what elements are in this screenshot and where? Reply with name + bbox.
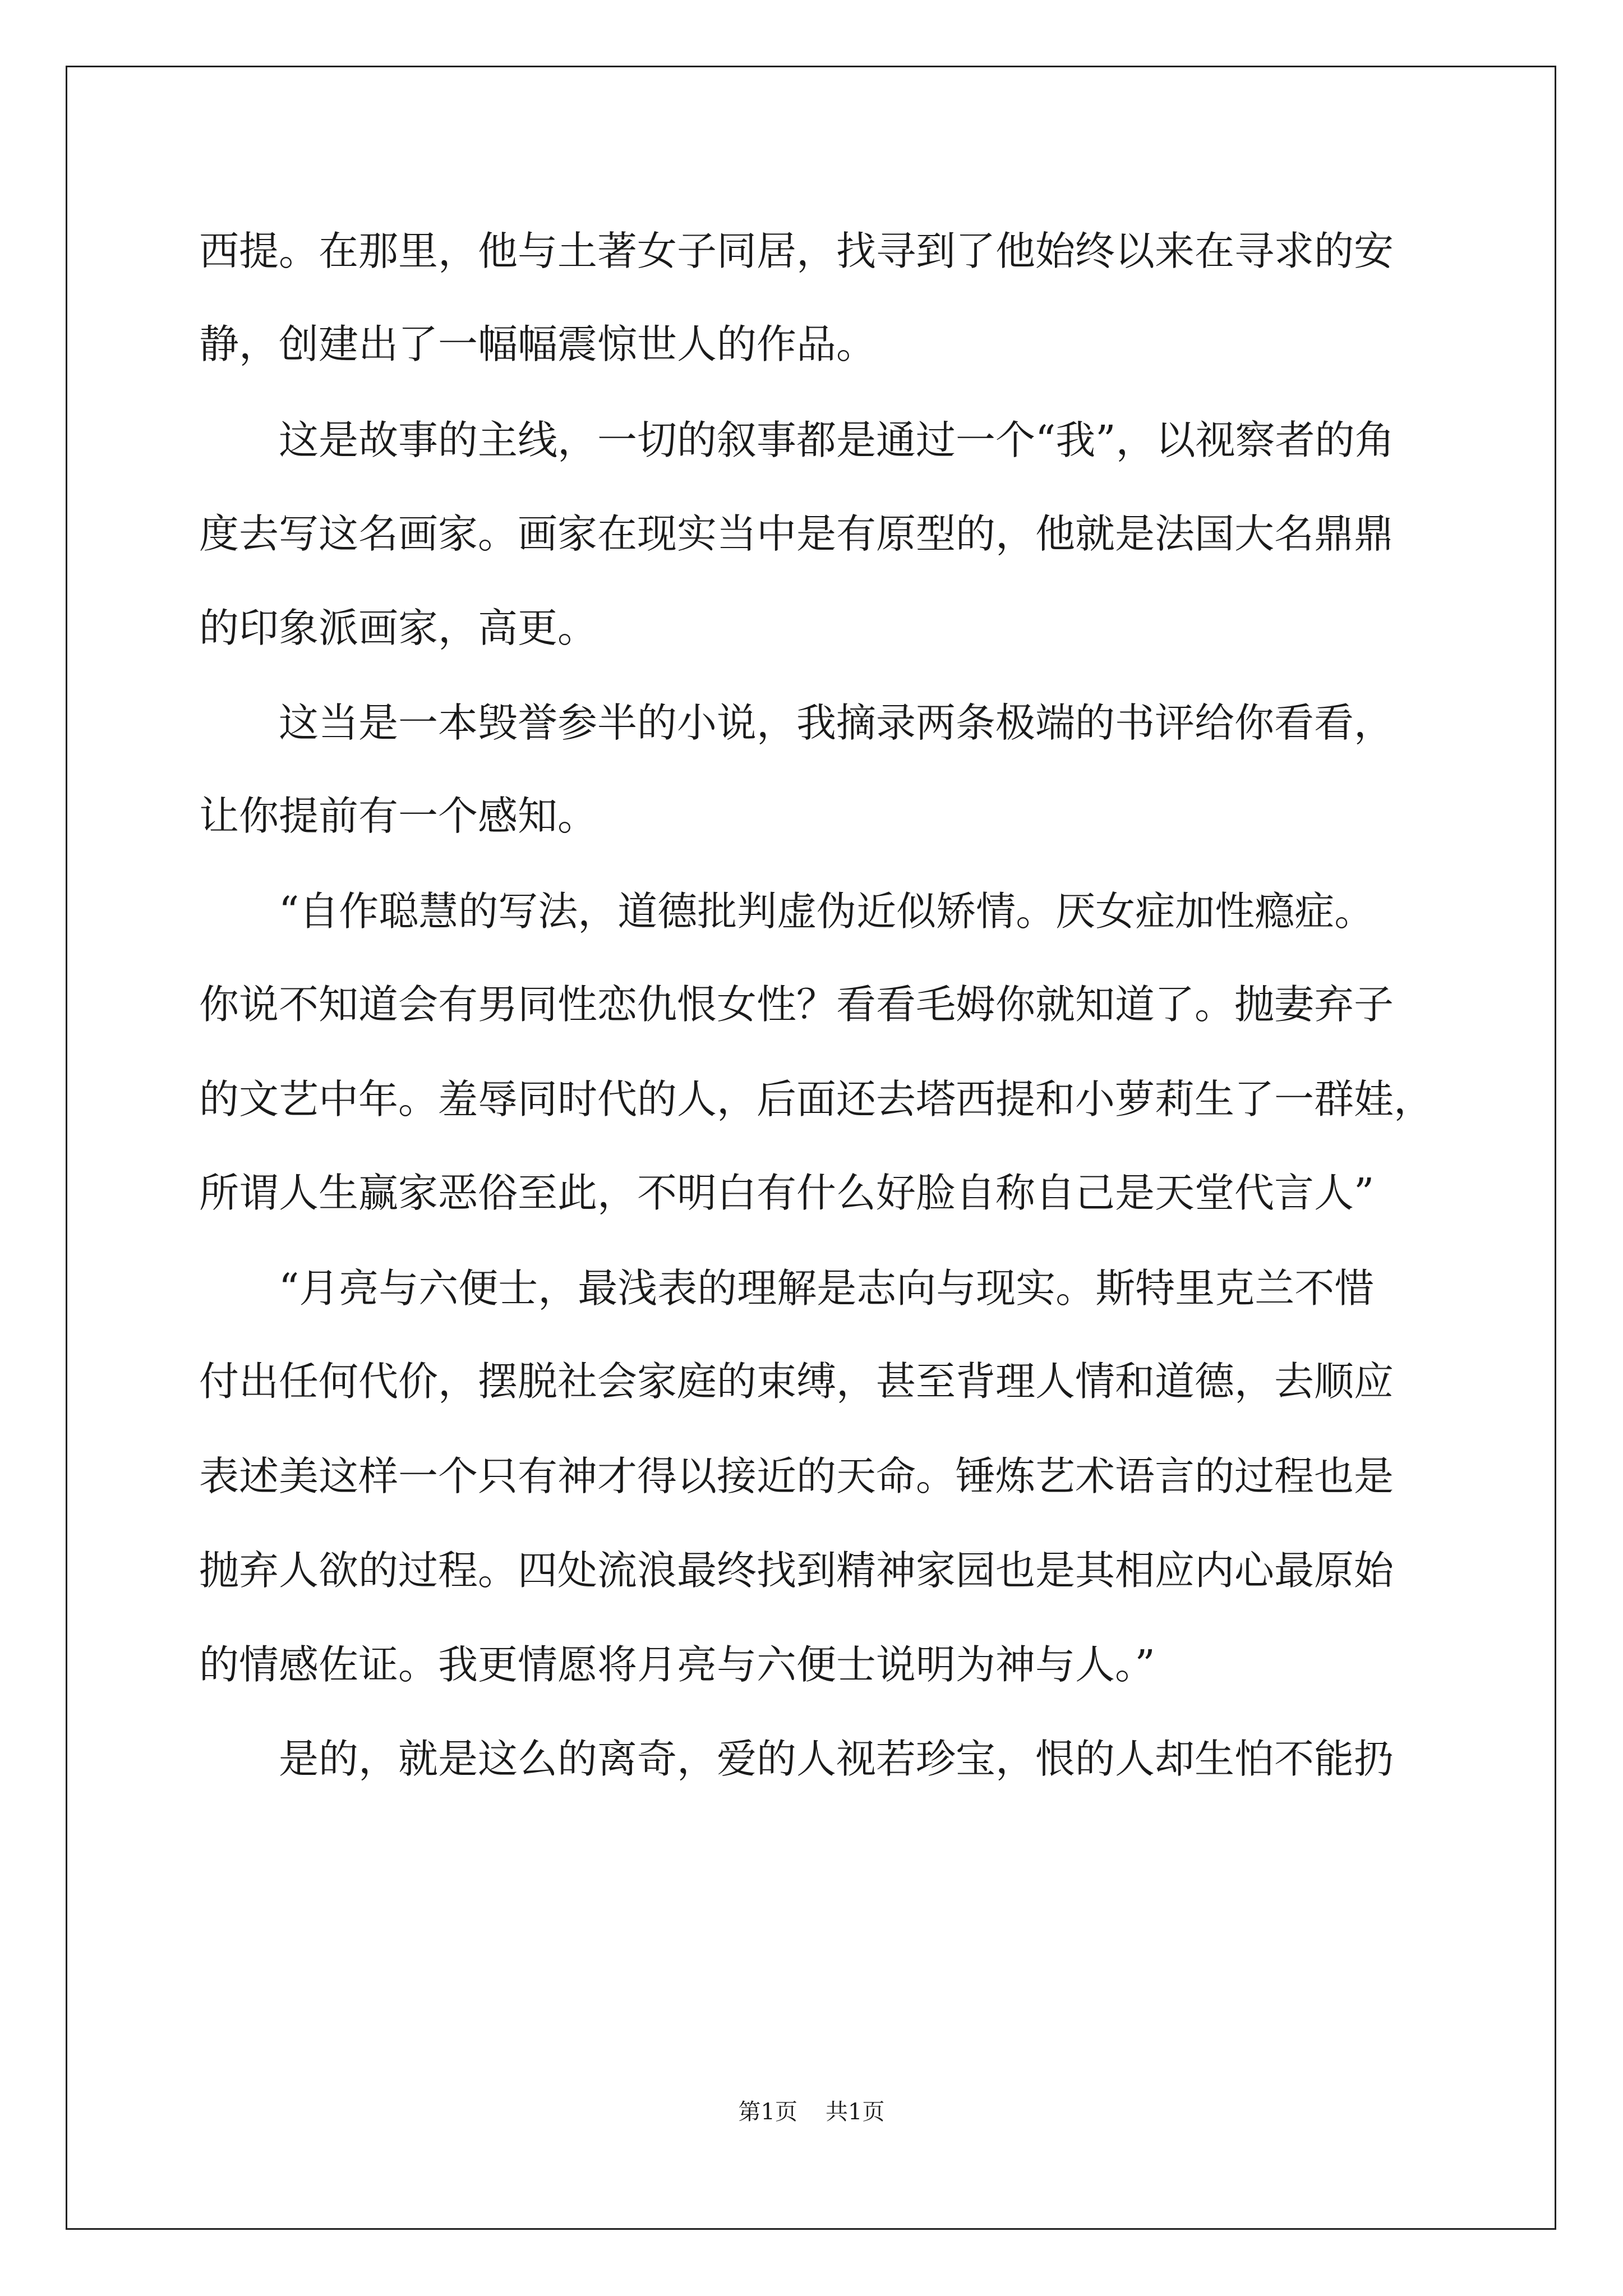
paragraph-2-line-3: 的印象派画家，高更。 [199,605,598,651]
paragraph-2-line-2: 度去写这名画家。画家在现实当中是有原型的，他就是法国大名鼎鼎 [199,510,1394,557]
paragraph-4-line-4: 所谓人生赢家恶俗至此，不明白有什么好脸自称自己是天堂代言人” [199,1170,1375,1216]
paragraph-2-line-1: 这是故事的主线，一切的叙事都是通过一个“我”，以视察者的角 [279,417,1395,463]
page-footer [0,2098,1623,2126]
paragraph-5-line-1: “月亮与六便士，最浅表的理解是志向与现实。斯特里克兰不惜 [279,1265,1375,1312]
page-total-label: 共1页 [826,2099,885,2125]
paragraph-1-line-2: 静，创建出了一幅幅震惊世人的作品。 [199,321,877,367]
paragraph-6-line-1: 是的，就是这么的离奇，爱的人视若珍宝，恨的人却生怕不能扔 [279,1736,1394,1782]
paragraph-5-line-4: 抛弃人欲的过程。四处流浪最终找到精神家园也是其相应内心最原始 [199,1547,1394,1594]
paragraph-5-line-5: 的情感佐证。我更情愿将月亮与六便士说明为神与人。” [199,1641,1155,1688]
paragraph-4-line-3: 的文艺中年。羞辱同时代的人，后面还去塔西提和小萝莉生了一群娃， [199,1076,1434,1122]
paragraph-5-line-2: 付出任何代价，摆脱社会家庭的束缚，甚至背理人情和道德，去顺应 [199,1358,1394,1405]
page-number-label: 第1页 [738,2099,797,2125]
paragraph-4-line-2: 你说不知道会有男同性恋仇恨女性？看看毛姆你就知道了。抛妻弃子 [199,981,1394,1028]
paragraph-5-line-3: 表述美这样一个只有神才得以接近的天命。锤炼艺术语言的过程也是 [199,1453,1394,1499]
paragraph-3-line-1: 这当是一本毁誉参半的小说，我摘录两条极端的书评给你看看， [279,700,1394,746]
page-border [66,66,1556,2230]
paragraph-1-line-1: 西提。在那里，他与土著女子同居，找寻到了他始终以来在寻求的安 [199,228,1394,274]
paragraph-3-line-2: 让你提前有一个感知。 [199,793,598,839]
paragraph-4-line-1: “自作聪慧的写法，道德批判虚伪近似矫情。厌女症加性瘾症。 [279,888,1375,935]
